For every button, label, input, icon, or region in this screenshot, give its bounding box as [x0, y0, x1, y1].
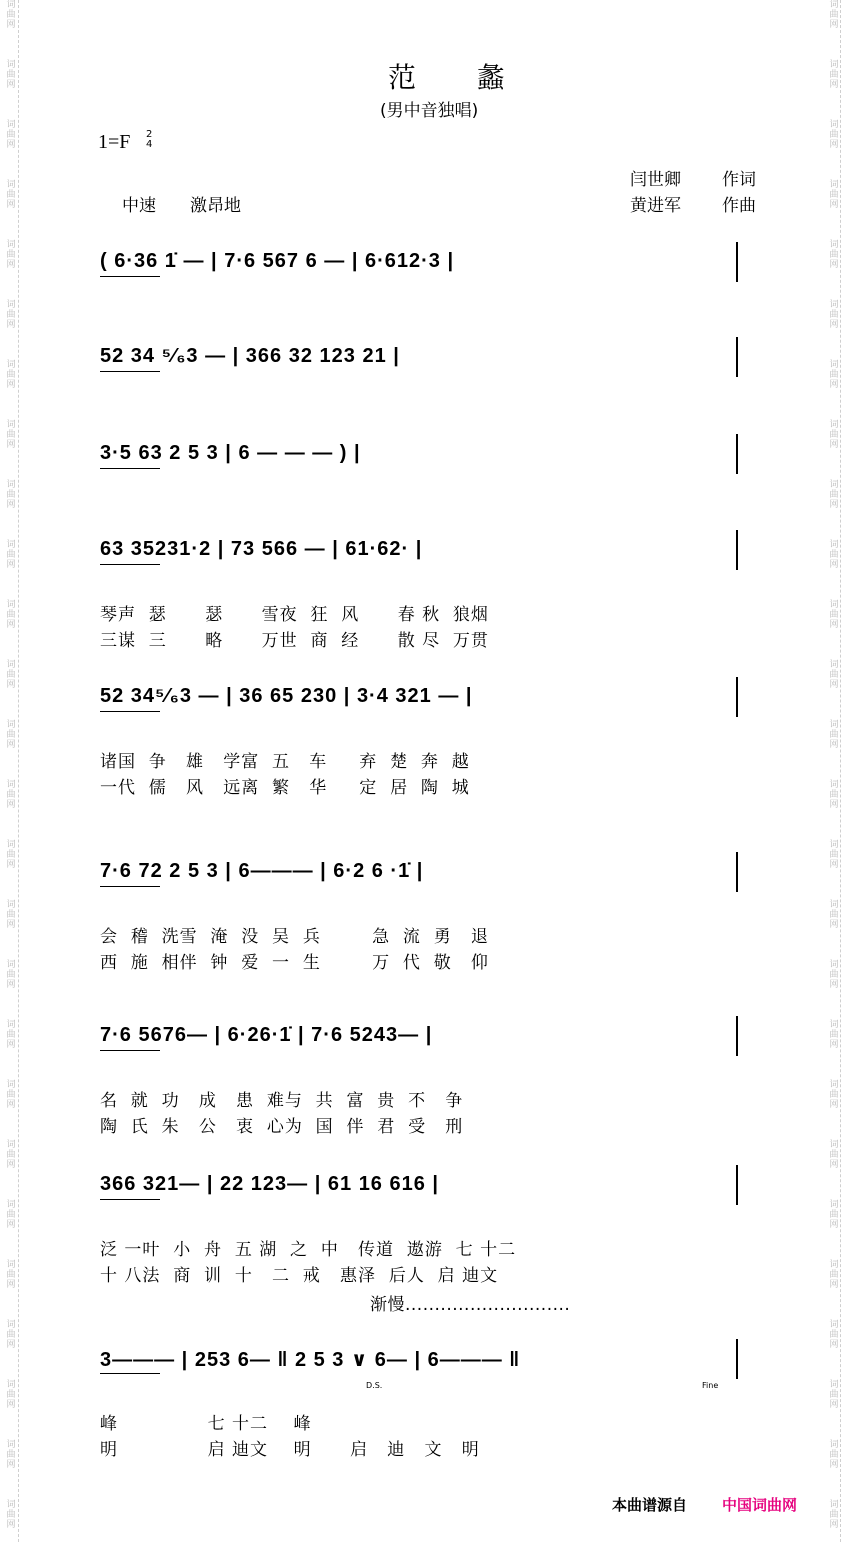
beam-line	[100, 468, 160, 469]
beam-line	[100, 371, 160, 372]
beam-line	[100, 1373, 160, 1374]
source-label: 本曲谱源自	[612, 1496, 688, 1514]
watermark-text: 词 曲 网	[829, 1080, 839, 1110]
watermark-text: 词 曲 网	[829, 660, 839, 690]
score-row-notes: 63 35231·2 | 73 566 — | 61·62· |	[100, 538, 423, 560]
watermark-text: 词 曲 网	[829, 1380, 839, 1410]
watermark-text: 词 曲 网	[829, 1500, 839, 1530]
right-watermark-strip	[826, 0, 841, 1542]
tempo-marking: 中速	[122, 196, 156, 216]
beam-line	[100, 1199, 160, 1200]
watermark-text: 词 曲 网	[6, 180, 16, 210]
watermark-text: 词 曲 网	[6, 900, 16, 930]
score-row-notes: 52 34 ⁵⁄₆3 — | 366 32 123 21 |	[100, 345, 400, 367]
watermark-text: 词 曲 网	[6, 360, 16, 390]
lyricist-role: 作词	[722, 170, 756, 190]
key-signature	[98, 131, 130, 154]
watermark-text: 词 曲 网	[829, 180, 839, 210]
lyric-line-1: 峰 七 十二 峰	[100, 1414, 312, 1434]
site-name[interactable]: 中国词曲网	[722, 1496, 798, 1514]
watermark-text: 词 曲 网	[6, 1140, 16, 1170]
lyric-line-1: 泛 一叶 小 舟 五 湖 之 中 传道 遨游 七 十二	[100, 1240, 517, 1260]
composer-role: 作曲	[722, 196, 756, 216]
ritardando-marking: 渐慢............................	[370, 1295, 571, 1315]
ds-marking: D.S.	[366, 1381, 383, 1390]
beam-line	[100, 1050, 160, 1051]
watermark-text: 词 曲 网	[6, 720, 16, 750]
beam-line	[100, 276, 160, 277]
left-watermark-strip	[4, 0, 19, 1542]
watermark-text: 词 曲 网	[829, 1140, 839, 1170]
watermark-text: 词 曲 网	[829, 1440, 839, 1470]
lyric-line-2: 陶 氏 朱 公 衷 心为 国 伴 君 受 刑	[100, 1117, 464, 1137]
bar-line	[736, 434, 738, 474]
watermark-text: 词 曲 网	[6, 120, 16, 150]
mood-marking: 激昂地	[190, 196, 241, 216]
bar-line	[736, 530, 738, 570]
watermark-text: 词 曲 网	[829, 720, 839, 750]
bar-line	[736, 852, 738, 892]
song-subtitle: (男中音独唱)	[380, 101, 479, 121]
watermark-text: 词 曲 网	[6, 600, 16, 630]
lyric-line-2: 一代 儒 风 远离 繁 华 定 居 陶 城	[100, 778, 470, 798]
watermark-text: 词 曲 网	[6, 540, 16, 570]
key-label: 1=F	[98, 131, 131, 153]
bar-line	[736, 337, 738, 377]
lyricist-name: 闫世卿	[630, 170, 681, 190]
watermark-text: 词 曲 网	[6, 660, 16, 690]
watermark-text: 词 曲 网	[6, 840, 16, 870]
watermark-text: 词 曲 网	[829, 540, 839, 570]
score-row-notes: 3——— | 253 6— ‖ 2 5 3 ∨ 6— | 6——— ‖	[100, 1349, 521, 1371]
beam-line	[100, 886, 160, 887]
lyric-line-2: 西 施 相伴 钟 爱 一 生 万 代 敬 仰	[100, 953, 489, 973]
watermark-text: 词 曲 网	[829, 960, 839, 990]
score-row-notes: 7·6 5676— | 6·26·1̇ | 7·6 5243— |	[100, 1024, 433, 1046]
time-signature	[146, 130, 152, 150]
watermark-text: 词 曲 网	[6, 1020, 16, 1050]
score-row-notes: 7·6 72 2 5 3 | 6——— | 6·2 6 ·1̇ |	[100, 860, 424, 882]
beam-line	[100, 711, 160, 712]
score-row-notes: 366 321— | 22 123— | 61 16 616 |	[100, 1173, 440, 1195]
watermark-text: 词 曲 网	[6, 1200, 16, 1230]
bar-line	[736, 1339, 738, 1379]
bar-line	[736, 242, 738, 282]
watermark-text: 词 曲 网	[829, 480, 839, 510]
watermark-text: 词 曲 网	[829, 840, 839, 870]
fine-marking: Fine	[702, 1381, 719, 1390]
watermark-text: 词 曲 网	[829, 120, 839, 150]
time-bottom: 4	[146, 139, 153, 150]
watermark-text: 词 曲 网	[6, 1440, 16, 1470]
lyric-line-2: 三谋 三 略 万世 商 经 散 尽 万贯	[100, 631, 489, 651]
watermark-text: 词 曲 网	[6, 780, 16, 810]
composer-name: 黄进军	[630, 196, 681, 216]
watermark-text: 词 曲 网	[829, 420, 839, 450]
watermark-text: 词 曲 网	[829, 360, 839, 390]
watermark-text: 词 曲 网	[829, 240, 839, 270]
watermark-text: 词 曲 网	[829, 1020, 839, 1050]
lyric-line-2: 明 启 迪文 明 启 迪 文 明	[100, 1440, 480, 1460]
score-row-notes: ( 6·36 1̇ — | 7·6 567 6 — | 6·612·3 |	[100, 250, 455, 272]
watermark-text: 词 曲 网	[829, 600, 839, 630]
watermark-text: 词 曲 网	[6, 1080, 16, 1110]
watermark-text: 词 曲 网	[829, 780, 839, 810]
bar-line	[736, 677, 738, 717]
beam-line	[100, 564, 160, 565]
watermark-text: 词 曲 网	[6, 960, 16, 990]
watermark-text: 词 曲 网	[6, 0, 16, 30]
lyric-line-2: 十 八法 商 训 十 二 戒 惠泽 后人 启 迪文	[100, 1266, 499, 1286]
watermark-text: 词 曲 网	[6, 480, 16, 510]
watermark-text: 词 曲 网	[6, 1320, 16, 1350]
watermark-text: 词 曲 网	[6, 300, 16, 330]
lyric-line-1: 诸国 争 雄 学富 五 车 弃 楚 奔 越	[100, 752, 470, 772]
song-title: 范 蠡	[388, 61, 531, 94]
watermark-text: 词 曲 网	[6, 240, 16, 270]
score-row-notes: 52 34⁵⁄₆3 — | 36 65 230 | 3·4 321 — |	[100, 685, 473, 707]
lyric-line-1: 名 就 功 成 患 难与 共 富 贵 不 争	[100, 1091, 464, 1111]
lyric-line-1: 会 稽 洗雪 淹 没 吴 兵 急 流 勇 退	[100, 927, 489, 947]
watermark-text: 词 曲 网	[829, 1260, 839, 1290]
watermark-text: 词 曲 网	[829, 60, 839, 90]
bar-line	[736, 1165, 738, 1205]
watermark-text: 词 曲 网	[829, 0, 839, 30]
watermark-text: 词 曲 网	[829, 900, 839, 930]
watermark-text: 词 曲 网	[6, 420, 16, 450]
watermark-text: 词 曲 网	[829, 300, 839, 330]
watermark-text: 词 曲 网	[6, 1260, 16, 1290]
score-row-notes: 3·5 63 2 5 3 | 6 — — — ) |	[100, 442, 361, 464]
time-top: 2	[146, 129, 153, 140]
watermark-text: 词 曲 网	[6, 1380, 16, 1410]
watermark-text: 词 曲 网	[6, 1500, 16, 1530]
bar-line	[736, 1016, 738, 1056]
watermark-text: 词 曲 网	[829, 1320, 839, 1350]
lyric-line-1: 琴声 瑟 瑟 雪夜 狂 风 春 秋 狼烟	[100, 605, 489, 625]
watermark-text: 词 曲 网	[829, 1200, 839, 1230]
watermark-text: 词 曲 网	[6, 60, 16, 90]
